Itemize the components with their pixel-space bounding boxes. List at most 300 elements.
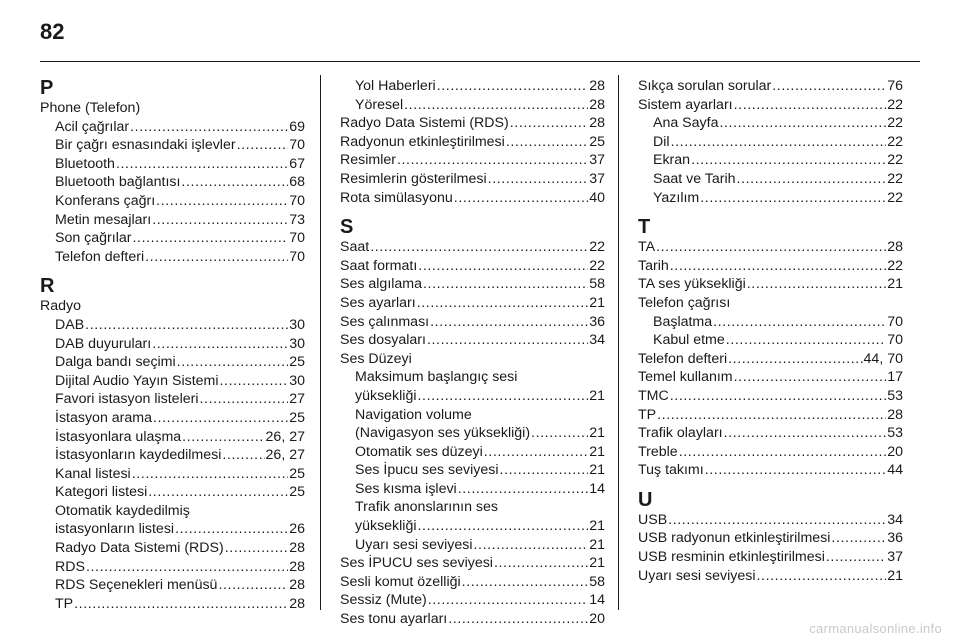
dot-leader [200, 390, 289, 409]
index-entry[interactable] [638, 170, 903, 189]
index-entry[interactable] [340, 480, 605, 499]
index-entry-page[interactable]: 27 [289, 391, 305, 408]
index-entry[interactable] [40, 390, 305, 409]
index-entry-page[interactable]: 34 [589, 332, 605, 349]
dot-leader [181, 173, 288, 192]
index-entry-page[interactable]: 22 [589, 257, 605, 274]
index-term-heading: Phone (Telefon) [40, 100, 141, 116]
index-entry[interactable] [40, 155, 305, 174]
index-entry-page[interactable]: 37 [589, 152, 605, 169]
index-entry-term: Dijital Audio Yayın Sistemi [55, 372, 219, 389]
index-entry-page[interactable]: 36 [887, 530, 903, 547]
index-entry-page[interactable]: 25 [289, 465, 305, 482]
index-entry-page[interactable]: 22 [887, 152, 903, 169]
dot-leader [670, 387, 886, 406]
index-entry-page[interactable]: 22 [887, 189, 903, 206]
index-entry-page[interactable]: 30 [289, 335, 305, 352]
index-entry-term: Saat [340, 239, 370, 256]
index-entry-term: USB radyonun etkinleştirilmesi [638, 530, 831, 547]
index-entry-page[interactable]: 22 [887, 170, 903, 187]
index-entry-page[interactable]: 20 [589, 611, 605, 628]
index-entry[interactable] [40, 211, 305, 230]
column-divider-2 [618, 75, 619, 610]
dot-leader [458, 480, 589, 499]
page-number: 82 [40, 19, 65, 44]
dot-leader [462, 573, 589, 592]
index-entry-page[interactable]: 44 [887, 462, 903, 479]
index-entry-page[interactable]: 70 [887, 332, 903, 349]
index-entry[interactable] [638, 238, 903, 257]
index-entry-term: Kategori listesi [55, 484, 148, 501]
dot-leader [428, 591, 589, 610]
index-entry[interactable] [340, 238, 605, 257]
index-entry-page[interactable]: 14 [589, 480, 605, 497]
index-entry-term: Son çağrılar [55, 230, 132, 247]
index-entry[interactable] [340, 275, 605, 294]
index-entry-page[interactable]: 26, 27 [265, 428, 305, 445]
index-term-heading: Navigation volume [355, 406, 472, 423]
index-entry[interactable] [638, 443, 903, 462]
dot-leader [417, 294, 589, 313]
dot-leader [132, 465, 289, 484]
dot-leader [726, 331, 886, 350]
index-entry[interactable] [40, 229, 305, 248]
index-entry-term: Sıkça sorulan sorular [638, 78, 772, 94]
index-entry-page[interactable]: 14 [589, 592, 605, 609]
index-entry-term: Dalga bandı seçimi [55, 354, 176, 371]
index-entry-term: Bluetooth bağlantısı [55, 174, 181, 191]
index-entry[interactable] [40, 409, 305, 428]
index-entry-term: Metin mesajları [55, 211, 152, 228]
dot-leader [713, 313, 886, 332]
dot-leader [719, 114, 886, 133]
dot-leader [133, 229, 289, 248]
index-entry[interactable] [340, 77, 605, 96]
index-entry[interactable] [340, 170, 605, 189]
index-entry[interactable] [638, 313, 903, 332]
index-entry-page[interactable]: 22 [589, 239, 605, 256]
index-entry[interactable] [340, 591, 605, 610]
index-entry-term: Ses ayarları [340, 294, 416, 311]
dot-leader [671, 133, 887, 152]
dot-leader [772, 77, 886, 96]
index-entry-term: Dil [653, 133, 670, 150]
index-entry-term: İstasyonların kaydedilmesi [55, 447, 222, 464]
index-entry[interactable] [638, 275, 903, 294]
index-entry[interactable] [638, 331, 903, 350]
dot-leader [418, 257, 588, 276]
index-entry[interactable] [40, 192, 305, 211]
index-entry-page[interactable]: 58 [589, 573, 605, 590]
index-entry-page[interactable]: 25 [289, 484, 305, 501]
index-entry-term: Yöresel [355, 96, 404, 113]
dot-leader [418, 517, 589, 536]
dot-leader [734, 96, 887, 115]
dot-leader [116, 155, 288, 174]
index-entry-page[interactable]: 21 [589, 443, 605, 460]
dot-leader [700, 189, 886, 208]
index-column-2 [340, 77, 605, 629]
index-entry[interactable] [638, 257, 903, 276]
index-entry-page[interactable]: 70 [887, 313, 903, 330]
index-entry-page[interactable]: 22 [887, 257, 903, 274]
index-term-heading: Radyo [40, 298, 82, 315]
index-entry-term: RDS [55, 558, 85, 575]
index-entry[interactable] [40, 118, 305, 137]
index-entry-page[interactable]: 28 [289, 540, 305, 557]
index-entry[interactable] [340, 461, 605, 480]
index-entry-term: TA ses yüksekliği [638, 276, 746, 293]
index-entry-term: TMC [638, 387, 669, 404]
index-entry-term: TP [638, 406, 657, 423]
index-entry-page[interactable]: 44, 70 [863, 350, 903, 367]
index-entry-page[interactable]: 26 [289, 521, 305, 538]
index-entry-page[interactable]: 20 [887, 443, 903, 460]
index-column-3 [638, 77, 903, 585]
index-entry[interactable] [340, 114, 605, 133]
index-entry-page[interactable]: 28 [289, 577, 305, 594]
index-entry[interactable] [638, 511, 903, 530]
index-entry[interactable] [340, 443, 605, 462]
index-entry[interactable] [340, 610, 605, 629]
header-rule [40, 61, 920, 62]
index-entry-term: Ses çalınması [340, 313, 430, 330]
dot-leader [222, 446, 264, 465]
dot-leader [500, 461, 589, 480]
dot-leader [145, 248, 288, 267]
index-entry-page[interactable]: 28 [589, 115, 605, 132]
dot-leader [705, 461, 887, 480]
index-entry-term: Yazılım [653, 189, 700, 206]
index-entry-page[interactable]: 36 [589, 313, 605, 330]
index-term-heading: Trafik anonslarının ses [355, 499, 498, 516]
index-entry-term: yüksekliği [355, 518, 417, 535]
index-entry-term: İstasyonlara ulaşma [55, 428, 182, 445]
index-letter-heading: P [40, 77, 54, 99]
index-entry-term: Ses İPUCU ses seviyesi [340, 555, 493, 572]
dot-leader [156, 192, 288, 211]
dot-leader [454, 189, 588, 208]
index-entry-term: Treble [638, 443, 678, 460]
index-entry-term: Radyonun etkinleştirilmesi [340, 133, 505, 150]
index-entry[interactable] [638, 529, 903, 548]
index-entry-page[interactable]: 68 [289, 174, 305, 191]
dot-leader [657, 406, 886, 425]
index-term-heading: Telefon çağrısı [638, 294, 731, 311]
index-entry[interactable] [340, 387, 605, 406]
dot-leader [152, 211, 288, 230]
index-entry-page[interactable]: 25 [289, 354, 305, 371]
dot-leader [728, 350, 862, 369]
index-entry-page[interactable]: 21 [589, 462, 605, 479]
index-entry-page[interactable]: 30 [289, 316, 305, 333]
index-entry[interactable] [40, 353, 305, 372]
index-entry-term: Resimlerin gösterilmesi [340, 170, 487, 187]
index-entry-term: yüksekliği [355, 387, 417, 404]
index-entry-page[interactable]: 69 [289, 118, 305, 135]
index-entry-page[interactable]: 21 [589, 425, 605, 442]
dot-leader [494, 554, 588, 573]
index-entry[interactable] [638, 96, 903, 115]
index-entry[interactable] [340, 96, 605, 115]
index-entry-term: RDS Seçenekleri menüsü [55, 577, 218, 594]
index-entry-term: Ana Sayfa [653, 115, 719, 132]
dot-leader [831, 529, 886, 548]
index-entry[interactable] [638, 406, 903, 425]
index-entry[interactable] [40, 465, 305, 484]
index-entry-term: TA [638, 239, 656, 256]
index-entry-page[interactable]: 40 [589, 189, 605, 206]
index-entry-term: Otomatik ses düzeyi [355, 443, 483, 460]
index-entry-term: Temel kullanım [638, 369, 733, 386]
index-entry-term: Ses algılama [340, 276, 423, 293]
index-term-heading: Otomatik kaydedilmiş [55, 502, 190, 519]
index-entry-term: Trafik olayları [638, 425, 723, 442]
index-entry[interactable] [40, 595, 305, 614]
dot-leader [85, 316, 288, 335]
index-entry[interactable] [40, 316, 305, 335]
dot-leader [153, 409, 288, 428]
index-entry-term: Telefon defteri [638, 350, 728, 367]
index-entry[interactable] [340, 313, 605, 332]
index-entry[interactable] [340, 573, 605, 592]
dot-leader [488, 170, 589, 189]
index-letter-heading: T [638, 216, 651, 239]
dot-leader [404, 96, 588, 115]
dot-leader [175, 520, 288, 539]
index-entry-term: Sesli komut özelliği [340, 573, 461, 590]
index-entry-term: Tuş takımı [638, 462, 704, 479]
index-entry-term: Yol Haberleri [355, 78, 436, 94]
index-entry-term: Başlatma [653, 313, 713, 330]
dot-leader [177, 353, 289, 372]
index-term-heading: Maksimum başlangıç sesi [355, 369, 518, 386]
index-entry-page[interactable]: 22 [887, 115, 903, 132]
index-entry[interactable] [638, 350, 903, 369]
dot-leader [152, 335, 288, 354]
index-entry-page[interactable]: 28 [887, 239, 903, 256]
dot-leader [225, 539, 288, 558]
index-entry-page[interactable]: 37 [589, 170, 605, 187]
dot-leader [724, 424, 887, 443]
dot-leader [668, 511, 886, 530]
index-entry[interactable] [40, 335, 305, 354]
index-entry[interactable] [40, 428, 305, 447]
index-entry-page[interactable]: 21 [589, 555, 605, 572]
index-entry-page[interactable]: 58 [589, 276, 605, 293]
dot-leader [826, 548, 886, 567]
index-entry[interactable] [40, 446, 305, 465]
column-divider-1 [320, 75, 321, 610]
index-term-heading: Ses Düzeyi [340, 350, 412, 367]
index-entry-term: Uyarı sesi seviyesi [355, 536, 473, 553]
index-entry-term: Favori istasyon listeleri [55, 391, 199, 408]
index-entry-term: Ses İpucu ses seviyesi [355, 462, 499, 479]
index-entry-term: TP [55, 595, 74, 612]
index-entry[interactable] [40, 483, 305, 502]
index-entry-page[interactable]: 28 [589, 78, 605, 94]
dot-leader [656, 238, 886, 257]
index-entry-term: Radyo Data Sistemi (RDS) [340, 115, 509, 132]
index-entry-page[interactable]: 67 [289, 155, 305, 172]
index-entry-term: Bir çağrı esnasındaki işlevler [55, 137, 236, 154]
index-entry[interactable] [340, 257, 605, 276]
index-entry[interactable] [340, 536, 605, 555]
index-entry-page[interactable]: 21 [887, 567, 903, 584]
index-entry[interactable] [340, 331, 605, 350]
index-entry-term: USB [638, 511, 668, 528]
index-entry[interactable] [340, 517, 605, 536]
dot-leader [427, 331, 588, 350]
dot-leader [734, 368, 887, 387]
index-entry-page[interactable]: 53 [887, 425, 903, 442]
index-entry-page[interactable]: 21 [589, 536, 605, 553]
index-entry-page[interactable]: 70 [289, 137, 305, 154]
index-entry-term: Saat ve Tarih [653, 170, 736, 187]
dot-leader [148, 483, 288, 502]
index-entry-term: USB resminin etkinleştirilmesi [638, 549, 825, 566]
index-entry-term: Saat formatı [340, 257, 418, 274]
index-entry-page[interactable]: 70 [289, 230, 305, 247]
index-entry[interactable] [638, 189, 903, 208]
dot-leader [437, 77, 589, 96]
index-entry[interactable] [638, 133, 903, 152]
index-entry-term: Resimler [340, 152, 396, 169]
index-entry-page[interactable]: 28 [887, 406, 903, 423]
dot-leader [74, 595, 288, 614]
dot-leader [691, 151, 886, 170]
index-entry[interactable] [638, 368, 903, 387]
dot-leader [747, 275, 886, 294]
dot-leader [473, 536, 588, 555]
index-entry[interactable] [638, 151, 903, 170]
index-entry-term: Radyo Data Sistemi (RDS) [55, 540, 224, 557]
dot-leader [510, 114, 588, 133]
index-entry[interactable] [40, 372, 305, 391]
index-entry-term: DAB [55, 316, 85, 333]
watermark: carmanualsonline.info [809, 621, 942, 636]
dot-leader [484, 443, 588, 462]
index-entry-page[interactable]: 34 [887, 511, 903, 528]
index-entry[interactable] [340, 424, 605, 443]
index-entry[interactable] [638, 567, 903, 586]
index-entry[interactable] [40, 248, 305, 267]
index-entry-page[interactable]: 21 [887, 276, 903, 293]
dot-leader [679, 443, 887, 462]
index-entry-page[interactable]: 30 [289, 372, 305, 389]
index-entry-term: Uyarı sesi seviyesi [638, 567, 756, 584]
index-entry-page[interactable]: 17 [887, 369, 903, 386]
index-entry[interactable] [40, 558, 305, 577]
index-entry[interactable] [638, 424, 903, 443]
index-entry-term: Kanal listesi [55, 465, 131, 482]
index-entry-page[interactable]: 25 [289, 409, 305, 426]
dot-leader [430, 313, 588, 332]
dot-leader [670, 257, 886, 276]
index-entry[interactable] [340, 151, 605, 170]
dot-leader [220, 372, 289, 391]
index-entry-page[interactable]: 73 [289, 211, 305, 228]
index-entry-term: Kabul etme [653, 332, 725, 349]
index-entry[interactable] [40, 576, 305, 595]
index-entry[interactable] [638, 461, 903, 480]
index-entry-page[interactable]: 21 [589, 518, 605, 535]
dot-leader [423, 275, 588, 294]
dot-leader [237, 136, 289, 155]
index-entry-page[interactable]: 37 [887, 549, 903, 566]
index-entry-term: istasyonların listesi [55, 521, 175, 538]
dot-leader [418, 387, 589, 406]
index-entry-page[interactable]: 28 [289, 595, 305, 612]
index-entry-term: Ses dosyaları [340, 332, 426, 349]
dot-leader [397, 151, 588, 170]
index-entry-term: Rota simülasyonu [340, 189, 453, 206]
index-entry-page[interactable]: 53 [887, 387, 903, 404]
index-entry-page[interactable]: 28 [289, 558, 305, 575]
dot-leader [130, 118, 288, 137]
dot-leader [218, 576, 288, 595]
dot-leader [182, 428, 264, 447]
dot-leader [737, 170, 887, 189]
index-entry[interactable] [638, 548, 903, 567]
index-entry-page[interactable]: 22 [887, 96, 903, 113]
index-entry-page[interactable]: 70 [289, 248, 305, 265]
index-entry-term: Bluetooth [55, 155, 115, 172]
index-entry-page[interactable]: 70 [289, 192, 305, 209]
index-entry[interactable] [40, 136, 305, 155]
index-entry[interactable] [340, 294, 605, 313]
index-entry-page[interactable]: 28 [589, 96, 605, 113]
index-entry-term: Ekran [653, 152, 691, 169]
index-entry-term: Tarih [638, 257, 669, 274]
index-entry-term: Ses kısma işlevi [355, 480, 457, 497]
index-entry-term: Konferans çağrı [55, 192, 156, 209]
index-entry-page[interactable]: 22 [887, 133, 903, 150]
index-entry-term: (Navigasyon ses yüksekliği) [355, 425, 531, 442]
index-entry-page[interactable]: 21 [589, 387, 605, 404]
dot-leader [448, 610, 588, 629]
index-entry-term: İstasyon arama [55, 409, 152, 426]
index-entry[interactable] [638, 114, 903, 133]
dot-leader [506, 133, 588, 152]
index-column-1 [40, 77, 305, 613]
index-letter-heading: U [638, 488, 653, 511]
index-entry[interactable] [638, 77, 903, 96]
index-entry-page[interactable]: 76 [887, 78, 903, 94]
dot-leader [370, 238, 588, 257]
index-entry-term: Sistem ayarları [638, 96, 733, 113]
index-entry[interactable] [340, 554, 605, 573]
index-entry-term: DAB duyuruları [55, 335, 152, 352]
index-entry[interactable] [40, 520, 305, 539]
index-entry[interactable] [40, 173, 305, 192]
dot-leader [86, 558, 288, 577]
index-entry-term: Acil çağrılar [55, 118, 130, 135]
dot-leader [756, 567, 886, 586]
index-entry-term: Ses tonu ayarları [340, 611, 448, 628]
index-entry-term: Sessiz (Mute) [340, 592, 427, 609]
index-entry[interactable] [340, 133, 605, 152]
index-entry[interactable] [340, 189, 605, 208]
index-letter-heading: S [340, 216, 354, 239]
index-entry[interactable] [40, 539, 305, 558]
index-entry-page[interactable]: 26, 27 [265, 447, 305, 464]
index-entry-page[interactable]: 21 [589, 294, 605, 311]
index-letter-heading: R [40, 275, 55, 298]
index-entry-page[interactable]: 25 [589, 133, 605, 150]
index-entry-term: Telefon defteri [55, 248, 145, 265]
index-entry[interactable] [638, 387, 903, 406]
